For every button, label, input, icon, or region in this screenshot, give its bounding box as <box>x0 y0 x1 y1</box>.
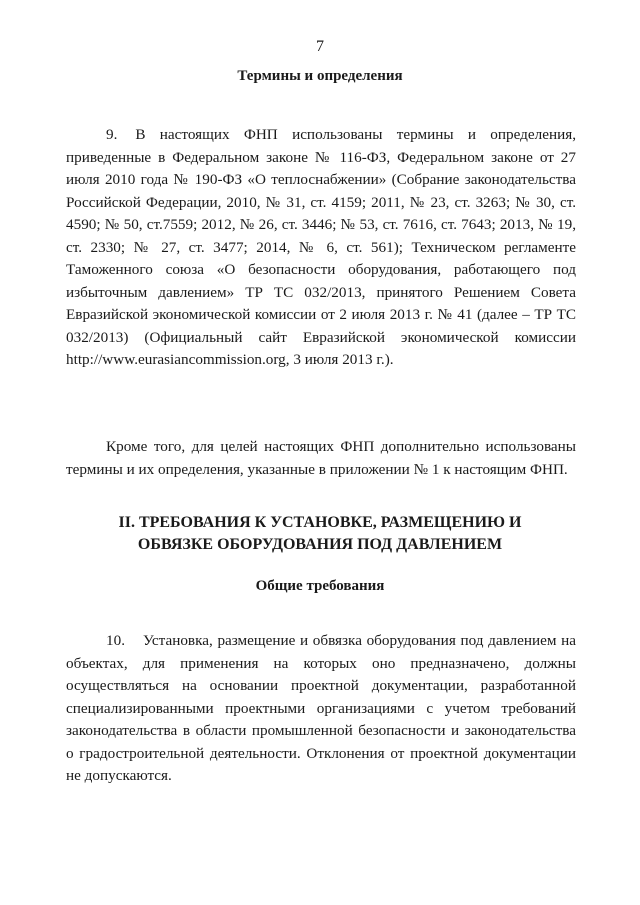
paragraph-extra: Кроме того, для целей настоящих ФНП дополнительно использованы термины и их определения, указанные в приложении № 1 к настоящим ФНП. <box>66 438 576 478</box>
page-number: 7 <box>316 38 324 55</box>
paragraph-10-number: 10. <box>106 632 125 649</box>
section-heading <box>0 512 640 556</box>
section-heading-line1: II. ТРЕБОВАНИЯ К УСТАНОВКЕ, РАЗМЕЩЕНИЮ И <box>118 514 522 531</box>
terms-heading: Термины и определения <box>237 68 403 84</box>
paragraph-9-text: В настоящих ФНП использованы термины и определения, приведенные в Федеральном законе № 116-ФЗ, Федеральном законе от 27 июля 2010 года № 190-ФЗ «О теплоснабжении» (Собрание законодательства Российской Федерации, 2010, № 31, ст. 4159; 2011, № 23, ст. 3263; № 30, ст. 4590; № 50, ст.7559; 2012, № 26, ст. 3446; № 53, ст. 7616, ст. 7643; 2013, № 19, ст. 2330; № 27, ст. 3477; 2014, № 6, ст. 561); Техническом регламенте Таможенного союза «О безопасности оборудования, работающего под избыточным давлением» ТР ТС 032/2013, принятого Решением Совета Евразийской экономической комиссии от 2 июля 2013 г. № 41 (далее – ТР ТС 032/2013) (Официальный сайт Евразийской экономической комиссии http://www.eurasiancommission.org, 3 июля 2013 г.). <box>66 126 576 368</box>
section-heading-line2: ОБВЯЗКЕ ОБОРУДОВАНИЯ ПОД ДАВЛЕНИЕМ <box>137 536 503 553</box>
paragraph-10 <box>66 630 576 788</box>
paragraph-9 <box>66 124 576 372</box>
paragraph-10-text: Установка, размещение и обвязка оборудования под давлением на объектах, для применения на которых оно предназначено, должны осуществляться на основании проектной документации, разработанной специализированными проектными организациями с учетом требований законодательства в области промышленной безопасности и законодательства о градостроительной деятельности. Отклонения от проектной документации не допускаются. <box>66 632 576 784</box>
general-requirements-heading: Общие требования <box>255 578 385 594</box>
paragraph-9-number: 9. <box>106 126 118 143</box>
